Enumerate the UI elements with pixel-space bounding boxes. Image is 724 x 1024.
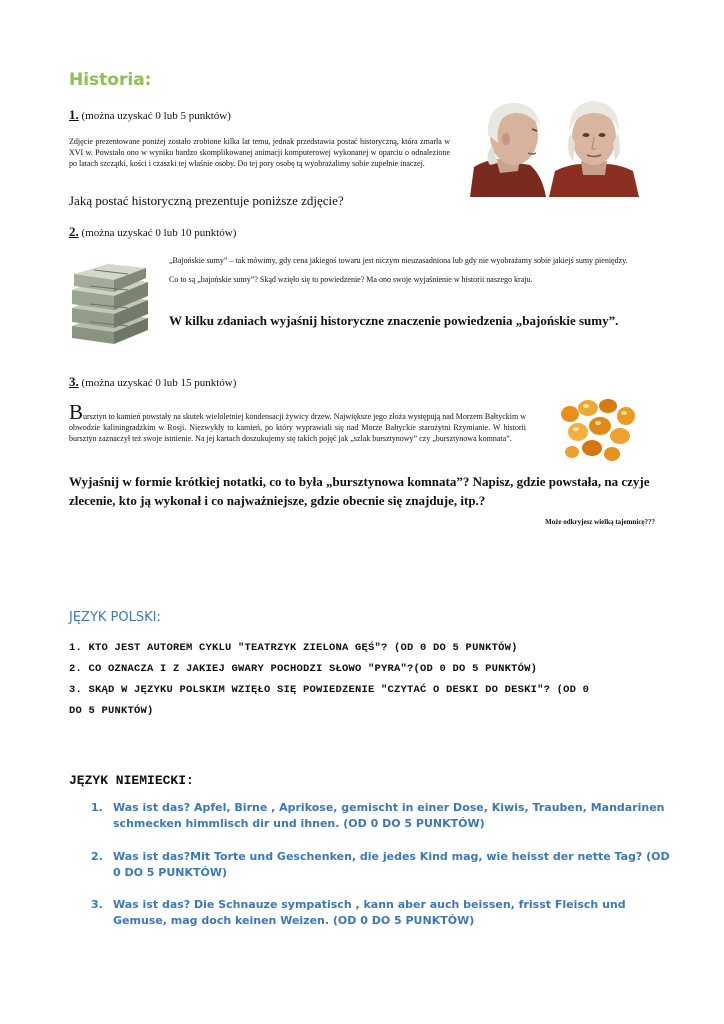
- german-item-2: [0, 849, 724, 889]
- q1-question: Jaką postać historyczną prezentuje poniższe zdjęcie?: [69, 193, 344, 208]
- q2-text-2: Co to są „bajońskie sumy”? Skąd wzięło się to powiedzenie? Ma ono swoje wyjaśnienie w historii naszego kraju.: [169, 275, 533, 284]
- polish-item-3: 3. SKĄD W JĘZYKU POLSKIM WZIĘŁO SIĘ POWIEDZENIE "CZYTAĆ O DESKI DO DESKI"? (OD 0: [69, 684, 590, 696]
- german-section-title: JĘZYK NIEMIECKI:: [69, 773, 194, 788]
- q3-points: (można uzyskać 0 lub 15 punktów): [78, 377, 237, 389]
- amber-stones-image: [556, 394, 640, 466]
- money-stacks-image: [68, 262, 152, 346]
- q3-question: Wyjaśnij w formie krótkiej notatki, co to była „bursztynowa komnata”? Napisz, gdzie powstała, na czyje zlecenie, kto ją wykonał i co najważniejsze, gdzie obecnie się znajduje, itp.?: [69, 474, 650, 508]
- polish-section-title: JĘZYK POLSKI:: [69, 610, 161, 625]
- q1-header: [69, 107, 231, 123]
- german-item-1-text: Was ist das? Apfel, Birne , Aprikose, gemischt in einer Dose, Kiwis, Trauben, Mandarinen schmecken himmlisch dir und ihnen. (OD 0 DO 5 PUNKTÓW): [113, 801, 665, 830]
- german-item-3-number: 3.: [91, 898, 103, 911]
- q3-note: Może odkryjesz wielką tajemnicę???: [545, 518, 655, 526]
- german-item-1-number: 1.: [91, 801, 103, 814]
- q3-text: ursztyn to kamień powstały na skutek wieloletniej kondensacji żywicy drzew. Największe jego złoża występują nad Morzem Bałtyckim w obwodzie kaliningradzkim w Rosji. Niezwykły to kamień, po który wyprawiali się nad Morze Bałtyckie starożytni Rzymianie. W historii bursztyn zaznaczył też swoje istnienie. Na jej kartach doszukujemy się takich pojęć jak „szlak bursztynowy” czy „bursztynowa komnata”.: [69, 412, 526, 443]
- german-item-2-number: 2.: [91, 850, 103, 863]
- german-item-3: [0, 897, 724, 937]
- portrait-front-image: [549, 95, 639, 197]
- q1-points: (można uzyskać 0 lub 5 punktów): [78, 110, 231, 122]
- q2-number: 2.: [69, 224, 79, 239]
- polish-item-3-cont: DO 5 PUNKTÓW): [69, 705, 154, 717]
- q1-text: Zdjęcie prezentowane poniżej zostało zrobione kilka lat temu, jednak przedstawia postać historyczną, która zmarła w XVI w. Powstało ono w wyniku bardzo skomplikowanej animacji komputerowej wykonanej w oparciu o odnalezione po latach szczątki, kości i czaszki tej właśnie osoby. Do tej pory osobę tą wyobrażalimy sobie zupełnie inaczej.: [69, 137, 450, 168]
- q2-header: [69, 224, 236, 240]
- page-title: Historia:: [69, 70, 152, 90]
- q3-header: [69, 374, 236, 390]
- q2-text-1: „Bajońskie sumy” – tak mówimy, gdy cena jakiegoś towaru jest niczym nieuzasadniona lub gdy nie wyobrażamy sobie jakiejś sumy pieniędzy.: [169, 256, 628, 265]
- q3-number: 3.: [69, 374, 79, 389]
- polish-item-1: 1. KTO JEST AUTOREM CYKLU "TEATRZYK ZIELONA GĘŚ"? (OD 0 DO 5 PUNKTÓW): [69, 642, 518, 654]
- german-item-2-text: Was ist das?Mit Torte und Geschenken, die jedes Kind mag, wie heisst der nette Tag? (OD 0 DO 5 PUNKTÓW): [113, 850, 670, 879]
- q2-points: (można uzyskać 0 lub 10 punktów): [78, 227, 237, 239]
- q3-text-block: [69, 400, 526, 444]
- german-item-1: [0, 800, 724, 840]
- q3-dropcap: B: [69, 400, 84, 424]
- portrait-side-image: [470, 95, 546, 197]
- polish-item-2: 2. CO OZNACZA I Z JAKIEJ GWARY POCHODZI SŁOWO "PYRA"?(OD 0 DO 5 PUNKTÓW): [69, 663, 538, 675]
- q2-question: W kilku zdaniach wyjaśnij historyczne znaczenie powiedzenia „bajońskie sumy”.: [169, 313, 619, 328]
- q1-number: 1.: [69, 107, 79, 122]
- german-item-3-text: Was ist das? Die Schnauze sympatisch , kann aber auch beissen, frisst Fleisch und Gemuse, mag doch keinen Weizen. (OD 0 DO 5 PUNKTÓW): [113, 898, 626, 927]
